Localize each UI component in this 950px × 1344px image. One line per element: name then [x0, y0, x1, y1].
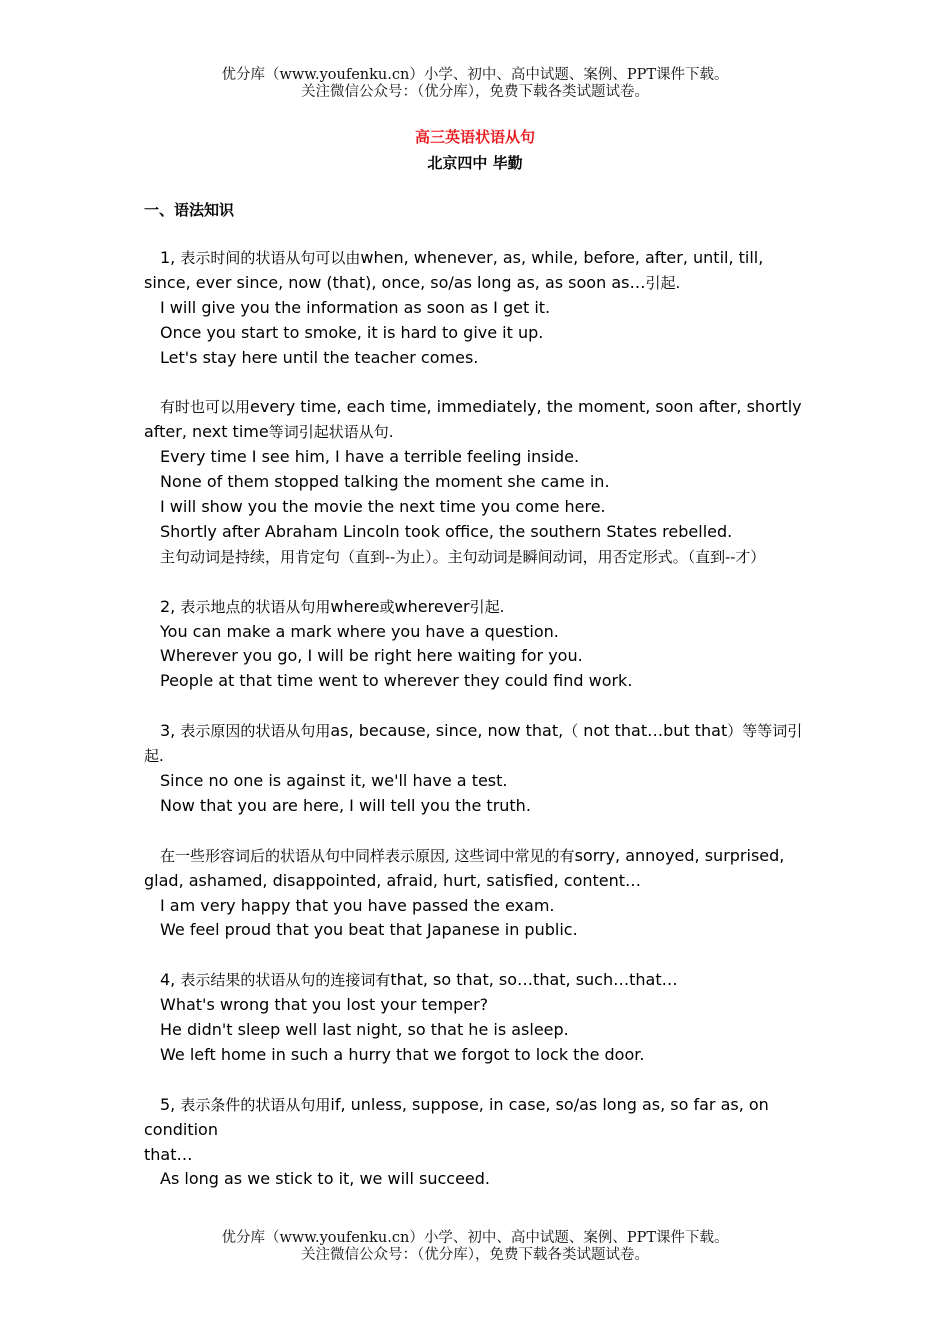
section-1-note-cn-b: 等词引起状语从句.	[268, 423, 394, 442]
section-3-cn-b: （	[563, 722, 579, 741]
header-line-1: 优分库（www.youfenku.cn）小学、初中、高中试题、案例、PPT课件下载。	[221, 67, 729, 83]
section-3-note	[144, 844, 806, 894]
example-sentence: He didn't sleep well last night, so that he is asleep.	[160, 1020, 569, 1040]
section-4-cn-a: 表示结果的状语从句的连接词有	[180, 971, 391, 990]
spacer	[144, 570, 806, 595]
example-sentence: What's wrong that you lost your temper?	[160, 995, 489, 1015]
example-sentence: Since no one is against it, we'll have a test.	[160, 770, 508, 790]
section-3-note-en: sorry, annoyed, surprised, glad, ashamed, disappointed, afraid, hurt, satisfied, content…	[144, 845, 785, 890]
page-footer	[0, 1230, 950, 1264]
header-line-2: 关注微信公众号：（优分库），免费下载各类试题试卷。	[301, 84, 649, 100]
example-sentence: We feel proud that you beat that Japanese in public.	[160, 920, 578, 940]
example-sentence: We left home in such a hurry that we forgot to lock the door.	[160, 1044, 645, 1064]
section-4-number: 4,	[160, 970, 181, 990]
section-1-intro	[144, 246, 806, 296]
spacer	[144, 1068, 806, 1093]
example-sentence: I will show you the movie the next time you come here.	[160, 497, 606, 517]
section-5-cn-a: 表示条件的状语从句用	[180, 1095, 331, 1114]
document-author: 北京四中 毕勤	[427, 154, 523, 172]
example-sentence: Once you start to smoke, it is hard to give it up.	[160, 322, 544, 342]
document-title: 高三英语状语从句	[414, 128, 535, 146]
example-sentence: None of them stopped talking the moment she came in.	[160, 472, 610, 492]
footer-line-2: 关注微信公众号：（优分库），免费下载各类试题试卷。	[301, 1247, 649, 1263]
section-1-cn-b: 引起.	[645, 273, 681, 292]
example-sentence: Wherever you go, I will be right here waiting for you.	[160, 646, 583, 666]
section-2-intro	[144, 595, 806, 620]
section-2-cn-c: 引起.	[469, 597, 505, 616]
example-sentence: Shortly after Abraham Lincoln took office, the southern States rebelled.	[160, 521, 733, 541]
section-2-number: 2,	[160, 596, 181, 616]
section-1-note-cn-a: 有时也可以用	[160, 398, 251, 417]
section-3-en-a: as, because, since, now that,	[330, 721, 564, 741]
spacer	[144, 694, 806, 719]
example-sentence: You can make a mark where you have a question.	[160, 621, 559, 641]
section-5-number: 5,	[160, 1094, 181, 1114]
section-3-intro	[144, 719, 806, 769]
section-1-number: 1,	[160, 248, 181, 267]
spacer	[144, 943, 806, 968]
section-1-note	[144, 395, 806, 445]
section-1-note-en: every time, each time, immediately, the moment, soon after, shortly after, next time	[144, 397, 802, 442]
footer-line-1: 优分库（www.youfenku.cn）小学、初中、高中试题、案例、PPT课件下载。	[221, 1230, 729, 1246]
section-1-cn-a: 表示时间的状语从句可以由	[180, 249, 361, 267]
page-header	[0, 67, 950, 101]
section-3-cn-a: 表示原因的状语从句用	[180, 722, 331, 741]
example-sentence: I am very happy that you have passed the exam.	[160, 895, 555, 915]
section-3-en-b: not that…but that	[578, 721, 728, 741]
spacer	[144, 819, 806, 844]
section-5-continuation: that…	[144, 1144, 193, 1164]
section-2-en-a: where	[330, 596, 380, 616]
section-4-en-a: that, so that, so…that, such…that…	[390, 970, 678, 990]
section-2-cn-b: 或	[379, 597, 395, 616]
example-sentence: As long as we stick to it, we will succeed.	[160, 1169, 490, 1189]
spacer	[144, 371, 806, 396]
section-3-cn-c: ）等等词引起.	[144, 722, 803, 766]
section-2-cn-a: 表示地点的状语从句用	[180, 597, 331, 616]
example-sentence: I will give you the information as soon as I get it.	[160, 297, 551, 317]
section-5-intro	[144, 1093, 806, 1143]
section-1-en-a: when, whenever, as, while, before, after, until, till, since, ever since, now (that), once, so/as long as, as soon as…	[144, 248, 764, 292]
section-3-note-cn-b: , 这些词中常见的有	[445, 846, 575, 865]
section-5-en-a: if, unless, suppose, in case, so/as long as, so far as, on condition	[144, 1094, 769, 1139]
section-2-en-b: wherever	[394, 596, 470, 616]
section-3-note-cn-a: 在一些形容词后的状语从句中同样表示原因	[160, 846, 446, 865]
section-1-note-2: 主句动词是持续，用肯定句（直到--为止）。主句动词是瞬间动词，用否定形式。（直到--才）	[160, 547, 766, 566]
example-sentence: Let's stay here until the teacher comes.	[160, 347, 479, 367]
section-heading: 一、语法知识	[144, 201, 235, 219]
section-3-number: 3,	[160, 721, 181, 741]
example-sentence: People at that time went to wherever they could find work.	[160, 671, 633, 691]
example-sentence: Now that you are here, I will tell you the truth.	[160, 795, 531, 815]
section-4-intro	[144, 968, 806, 993]
example-sentence: Every time I see him, I have a terrible feeling inside.	[160, 447, 580, 467]
document-body	[144, 246, 806, 1192]
